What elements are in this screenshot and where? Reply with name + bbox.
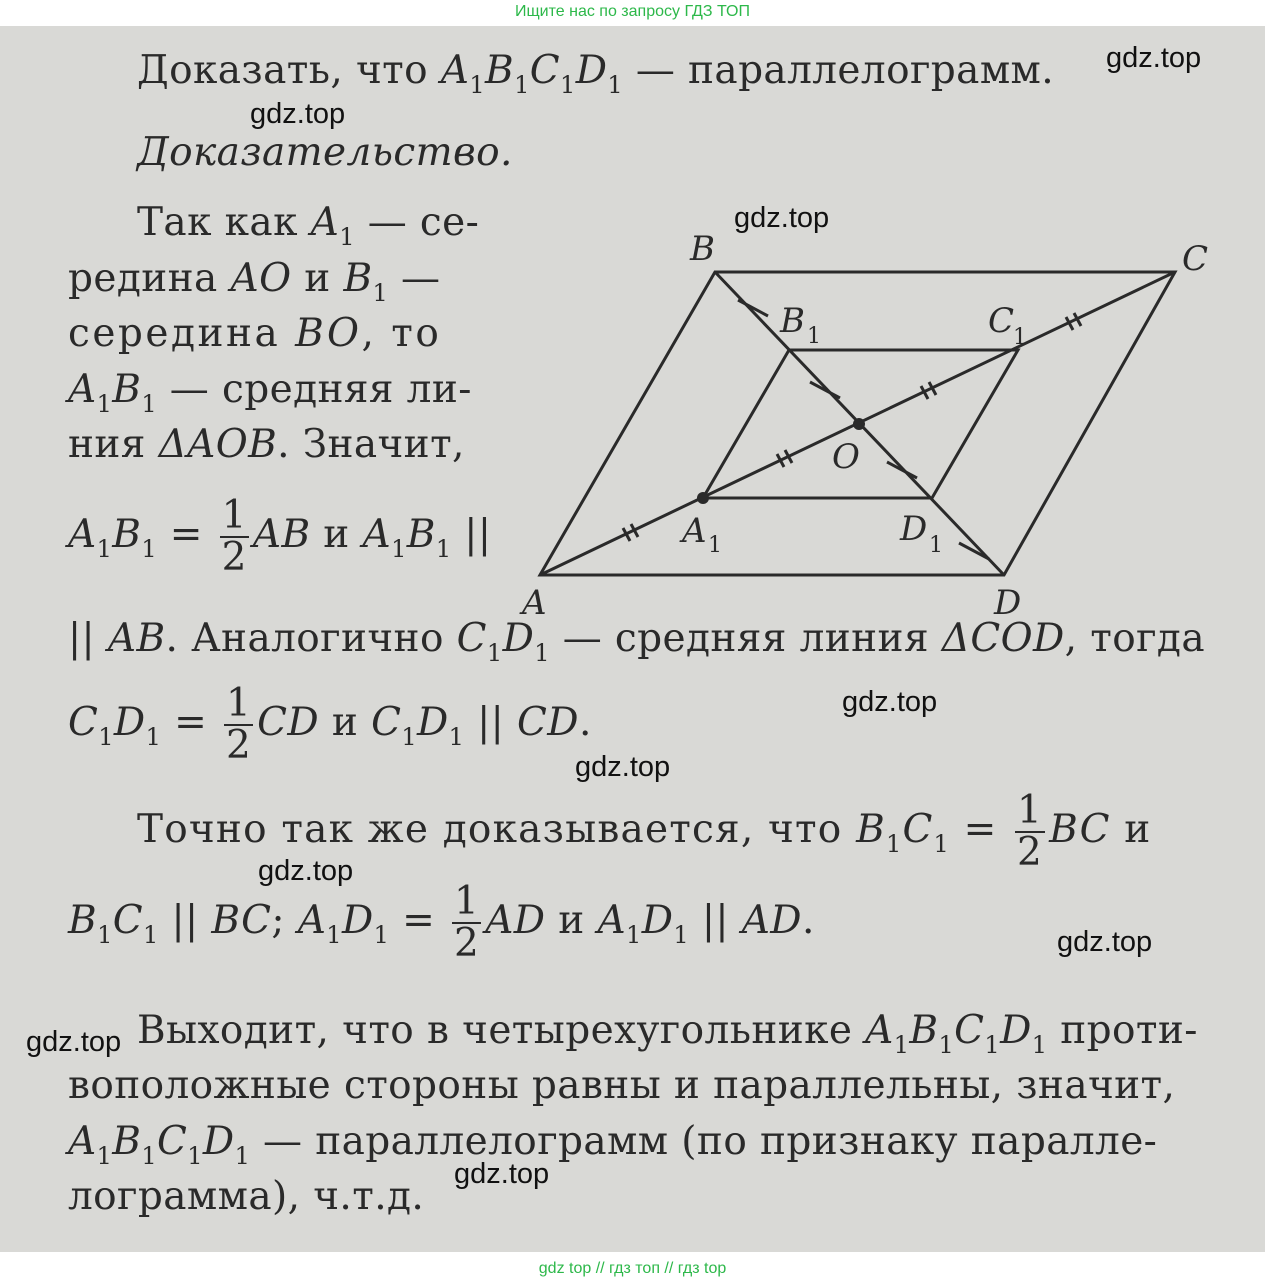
math-symbol: B — [112, 367, 142, 412]
watermark: gdz.top — [842, 686, 938, 718]
math-symbol: B — [112, 512, 142, 557]
text-line — [68, 422, 465, 468]
text-fragment: . — [801, 898, 815, 943]
math-symbol: BC — [211, 898, 272, 943]
text-fragment: = — [161, 700, 220, 745]
subscript: 1 — [938, 1031, 955, 1059]
math-symbol: BO — [295, 311, 362, 356]
fraction-half — [1015, 788, 1045, 875]
subscript: 1 — [560, 71, 576, 99]
subscript: 1 — [534, 639, 550, 667]
subscript: 1 — [933, 830, 950, 858]
text-fragment: и — [1110, 807, 1152, 852]
math-symbol: A — [597, 898, 627, 943]
fraction-half — [224, 681, 253, 768]
fraction-half — [220, 493, 249, 580]
math-symbol: D — [641, 898, 674, 943]
subscript: 1 — [141, 1142, 157, 1170]
text-fragment: = — [949, 807, 1012, 852]
text-fragment: Точно так же доказывается, что — [137, 807, 857, 852]
subscript: 1 — [391, 535, 407, 563]
denominator: 2 — [221, 535, 247, 580]
label-d1-sub: 1 — [929, 533, 943, 558]
denominator: 2 — [1017, 830, 1044, 875]
fraction-half — [452, 879, 481, 966]
proof-heading: Доказательство. — [137, 130, 513, 175]
text-fragment: Выходит, что в четырехугольнике — [137, 1008, 866, 1053]
denominator: 2 — [225, 723, 252, 768]
text-line — [68, 311, 441, 357]
subscript: 1 — [187, 1142, 203, 1170]
math-symbol: CD — [517, 700, 579, 745]
text-fragment: и — [545, 898, 598, 943]
numerator: 1 — [1017, 788, 1044, 833]
math-symbol: BC — [1049, 807, 1111, 852]
math-symbol: C — [902, 807, 934, 852]
math-symbol: A — [440, 48, 470, 93]
math-symbol: A — [865, 1008, 894, 1053]
subscript: 1 — [96, 390, 113, 418]
math-symbol: C — [68, 700, 99, 745]
subscript: 1 — [98, 723, 114, 751]
math-symbol: A — [68, 367, 97, 412]
math-symbol: ΔCOD — [941, 616, 1065, 661]
textbook-page — [0, 26, 1265, 1252]
text-fragment: и — [291, 256, 344, 301]
text-fragment: = — [156, 512, 216, 557]
text-fragment: || — [158, 898, 212, 943]
text-fragment: — параллелограмм (по признаку паралле- — [250, 1119, 1158, 1164]
subscript: 1 — [141, 390, 157, 418]
text-fragment: || — [451, 512, 492, 557]
math-symbol: B — [343, 256, 373, 301]
watermark: gdz.top — [250, 98, 346, 130]
text-fragment: . — [578, 700, 592, 745]
subscript: 1 — [142, 921, 159, 949]
math-symbol: A — [297, 898, 327, 943]
text-fragment: Доказать, что — [137, 48, 441, 93]
label-b1-sub: 1 — [807, 324, 821, 349]
math-symbol: D — [113, 700, 146, 745]
text-fragment: редина — [68, 256, 231, 301]
text-line — [137, 1008, 1198, 1059]
math-symbol: C — [529, 48, 561, 93]
text-line — [68, 256, 441, 307]
text-fragment: = — [389, 898, 448, 943]
math-symbol: A — [68, 512, 97, 557]
math-symbol: D — [575, 48, 608, 93]
point-a1 — [697, 492, 709, 504]
text-fragment: . Аналогично — [165, 616, 457, 661]
label-c1: C — [988, 301, 1015, 341]
watermark: gdz.top — [575, 751, 671, 783]
math-symbol: B — [856, 807, 886, 852]
math-symbol: B — [909, 1008, 939, 1053]
math-symbol: AB — [107, 616, 166, 661]
text-line — [137, 200, 480, 251]
subscript: 1 — [893, 1031, 910, 1059]
subscript: 1 — [339, 223, 355, 251]
label-b1: B — [780, 301, 805, 341]
math-symbol: A — [362, 512, 392, 557]
text-fragment: — се- — [354, 200, 480, 245]
parallelogram-diagram — [510, 196, 1230, 626]
watermark: gdz.top — [734, 202, 830, 234]
label-a: A — [522, 583, 547, 623]
text-fragment: || — [689, 898, 742, 943]
subscript: 1 — [401, 723, 417, 751]
math-symbol: C — [112, 898, 143, 943]
subscript: 1 — [673, 921, 690, 949]
math-symbol: CD — [257, 700, 320, 745]
math-symbol: D — [1000, 1008, 1032, 1053]
math-symbol: B — [112, 1119, 142, 1164]
math-symbol: AD — [741, 898, 802, 943]
label-c1-sub: 1 — [1013, 325, 1027, 350]
subscript: 1 — [607, 71, 624, 99]
text-fragment: и — [319, 700, 372, 745]
subscript: 1 — [234, 1142, 251, 1170]
math-symbol: B — [68, 898, 98, 943]
math-symbol: ΔAOB — [158, 422, 278, 467]
math-symbol: D — [502, 616, 535, 661]
text-fragment: проти- — [1047, 1008, 1198, 1053]
text-line — [68, 1119, 1158, 1170]
equation-line — [68, 879, 815, 966]
text-fragment: — средняя линия — [549, 616, 942, 661]
math-symbol: A — [68, 1119, 97, 1164]
subscript: 1 — [373, 921, 390, 949]
text-fragment: ния — [68, 422, 159, 467]
subscript: 1 — [96, 535, 113, 563]
math-symbol: AD — [485, 898, 546, 943]
subscript: 1 — [141, 535, 157, 563]
text-fragment: — параллелограмм. — [623, 48, 1055, 93]
subscript: 1 — [514, 71, 530, 99]
math-symbol: C — [954, 1008, 985, 1053]
math-symbol: D — [341, 898, 374, 943]
math-symbol: C — [456, 616, 487, 661]
text-fragment: || — [464, 700, 518, 745]
watermark: gdz.top — [1106, 42, 1202, 74]
math-symbol: AO — [230, 256, 292, 301]
numerator: 1 — [225, 681, 252, 726]
subscript: 1 — [885, 830, 903, 858]
subscript: 1 — [626, 921, 642, 949]
watermark: gdz.top — [454, 1158, 550, 1190]
label-c: C — [1182, 239, 1209, 279]
label-d: D — [994, 583, 1022, 623]
subscript: 1 — [435, 535, 452, 563]
watermark: gdz.top — [26, 1026, 122, 1058]
numerator: 1 — [221, 493, 247, 538]
text-fragment: — — [388, 256, 441, 301]
numerator: 1 — [453, 879, 480, 924]
label-a1-sub: 1 — [708, 533, 722, 558]
math-symbol: C — [371, 700, 402, 745]
equation-line — [68, 493, 492, 580]
math-symbol: B — [485, 48, 515, 93]
subscript: 1 — [486, 639, 503, 667]
subscript: 1 — [372, 279, 389, 307]
subscript: 1 — [326, 921, 342, 949]
equation-line — [68, 681, 592, 768]
watermark: gdz.top — [1057, 926, 1153, 958]
text-fragment: . Значит, — [277, 422, 465, 467]
label-o: O — [832, 437, 860, 477]
label-d1: D — [900, 509, 928, 549]
subscript: 1 — [469, 71, 486, 99]
math-symbol: C — [156, 1119, 188, 1164]
subscript: 1 — [448, 723, 465, 751]
math-symbol: A — [310, 200, 340, 245]
subscript: 1 — [984, 1031, 1001, 1059]
watermark: gdz.top — [258, 855, 354, 887]
statement-line — [137, 48, 1055, 99]
subscript: 1 — [1031, 1031, 1048, 1059]
math-symbol: AB — [252, 512, 311, 557]
text-fragment: — средняя ли- — [156, 367, 472, 412]
text-line: лограмма), ч.т.д. — [68, 1174, 425, 1219]
text-fragment: || — [68, 616, 108, 661]
math-symbol: D — [202, 1119, 235, 1164]
math-symbol: B — [406, 512, 436, 557]
text-fragment: , то — [361, 311, 442, 356]
label-b: B — [690, 229, 715, 269]
text-fragment: ; — [271, 898, 298, 943]
text-fragment: и — [310, 512, 363, 557]
math-symbol: D — [417, 700, 449, 745]
text-line: воположные стороны равны и параллельны, значит, — [68, 1063, 1176, 1108]
subscript: 1 — [97, 921, 113, 949]
text-fragment: середина — [68, 311, 296, 356]
text-fragment: , тогда — [1064, 616, 1205, 661]
point-o — [853, 418, 865, 430]
subscript: 1 — [96, 1142, 113, 1170]
denominator: 2 — [453, 921, 480, 966]
label-a1: A — [682, 511, 707, 551]
text-line — [68, 367, 472, 418]
bottom-banner: gdz top // гдз топ // гдз top — [0, 1252, 1265, 1285]
top-banner: Ищите нас по запросу ГДЗ ТОП — [0, 0, 1265, 26]
text-fragment: Так как — [137, 200, 311, 245]
subscript: 1 — [145, 723, 162, 751]
